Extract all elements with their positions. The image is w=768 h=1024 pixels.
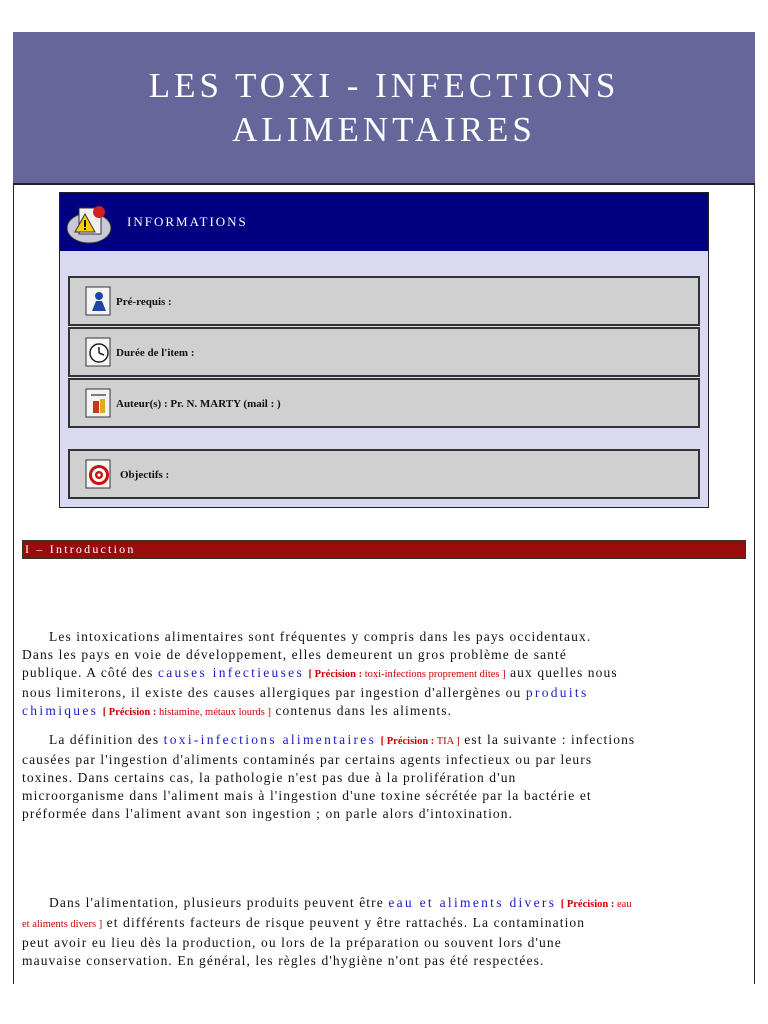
paragraph-1-line-2: Dans les pays en voie de développement, elles demeurent un gros problème de santé: [22, 647, 567, 662]
target-icon: [84, 458, 114, 490]
causes-infectieuses-link[interactable]: causes infectieuses: [157, 665, 304, 680]
paragraph-2-line-1: La définition des toxi-infections alimentaires [ Précision : TIA ] est la suivante : infections: [49, 732, 636, 747]
paragraph-1: [22, 628, 738, 722]
duree-label: Durée de l'item :: [116, 347, 195, 359]
paragraph-2-line-3: toxines. Dans certains cas, la pathologie n'est pas due à la prolifération d'un: [22, 770, 517, 785]
auteur-label: Auteur(s) : Pr. N. MARTY (mail : ): [116, 398, 281, 410]
paragraph-1-line-4: nous limiterons, il existe des causes allergiques par ingestion d'allergènes ou produits: [22, 685, 589, 700]
person-icon: [84, 285, 114, 317]
paragraph-3-line-2: et aliments divers ] et différents facteurs de risque peuvent y être rattachés. La contamination: [22, 915, 586, 930]
paragraph-3-line-4: mauvaise conservation. En général, les règles d'hygiène n'ont pas été respectées.: [22, 953, 545, 968]
paragraph-2: [22, 731, 738, 823]
page-frame-left: [13, 184, 14, 984]
objectifs-row: [68, 449, 700, 499]
page-title-line1: LES TOXI - INFECTIONS: [148, 65, 620, 105]
author-icon: [84, 387, 114, 419]
paragraph-2-line-2: causées par l'ingestion d'aliments contaminés par certains agents infectieux ou par leurs: [22, 752, 593, 767]
page-frame-right: [754, 184, 755, 984]
objectifs-label: Objectifs :: [120, 469, 170, 481]
paragraph-3-line-3: peut avoir eu lieu dès la production, ou lors de la préparation ou souvent lors d'une: [22, 935, 562, 950]
prerequis-row: [68, 276, 700, 326]
clock-icon: [84, 336, 114, 368]
produits-chimiques-link[interactable]: produits: [525, 685, 589, 700]
produits-chimiques-link-cont[interactable]: chimiques: [22, 703, 99, 718]
paragraph-1-line-1: Les intoxications alimentaires sont fréquentes y compris dans les pays occidentaux.: [49, 629, 592, 644]
precision-note: [ Précision : eau: [560, 899, 632, 910]
precision-note: [ Précision : histamine, métaux lourds ]: [102, 707, 271, 718]
warning-icon: [65, 198, 115, 246]
toxi-infections-alimentaires-link[interactable]: toxi-infections alimentaires: [163, 732, 377, 747]
precision-note: [ Précision : TIA ]: [380, 736, 460, 747]
prerequis-label: Pré-requis :: [116, 296, 172, 308]
page-title-line2: ALIMENTAIRES: [232, 109, 536, 149]
paragraph-3: [22, 894, 738, 970]
paragraph-1-line-5: chimiques [ Précision : histamine, métaux lourds ] contenus dans les aliments.: [22, 703, 453, 718]
auteur-row: [68, 378, 700, 428]
information-heading: INFORMATIONS: [127, 214, 248, 229]
information-panel: [59, 192, 709, 508]
paragraph-3-line-1: Dans l'alimentation, plusieurs produits peuvent être eau et aliments divers [ Précision : eau: [49, 895, 632, 910]
paragraph-2-line-4: microorganisme dans l'aliment mais à l'ingestion d'une toxine sécrétée par la bactérie et: [22, 788, 592, 803]
precision-note-cont: et aliments divers ]: [22, 919, 103, 930]
paragraph-1-line-3: publique. A côté des causes infectieuses [ Précision : toxi-infections proprement dites ] aux quelles nous: [22, 665, 618, 680]
title-banner: [13, 32, 755, 185]
information-header: [60, 193, 708, 251]
duree-row: [68, 327, 700, 377]
introduction-heading: [22, 540, 746, 559]
precision-note: [ Précision : toxi-infections proprement dites ]: [308, 669, 506, 680]
eau-et-aliments-link[interactable]: eau et aliments divers: [388, 895, 557, 910]
paragraph-2-line-5: préformée dans l'aliment avant son ingestion ; on parle alors d'intoxination.: [22, 806, 514, 821]
introduction-label: I – Introduction: [25, 542, 136, 556]
